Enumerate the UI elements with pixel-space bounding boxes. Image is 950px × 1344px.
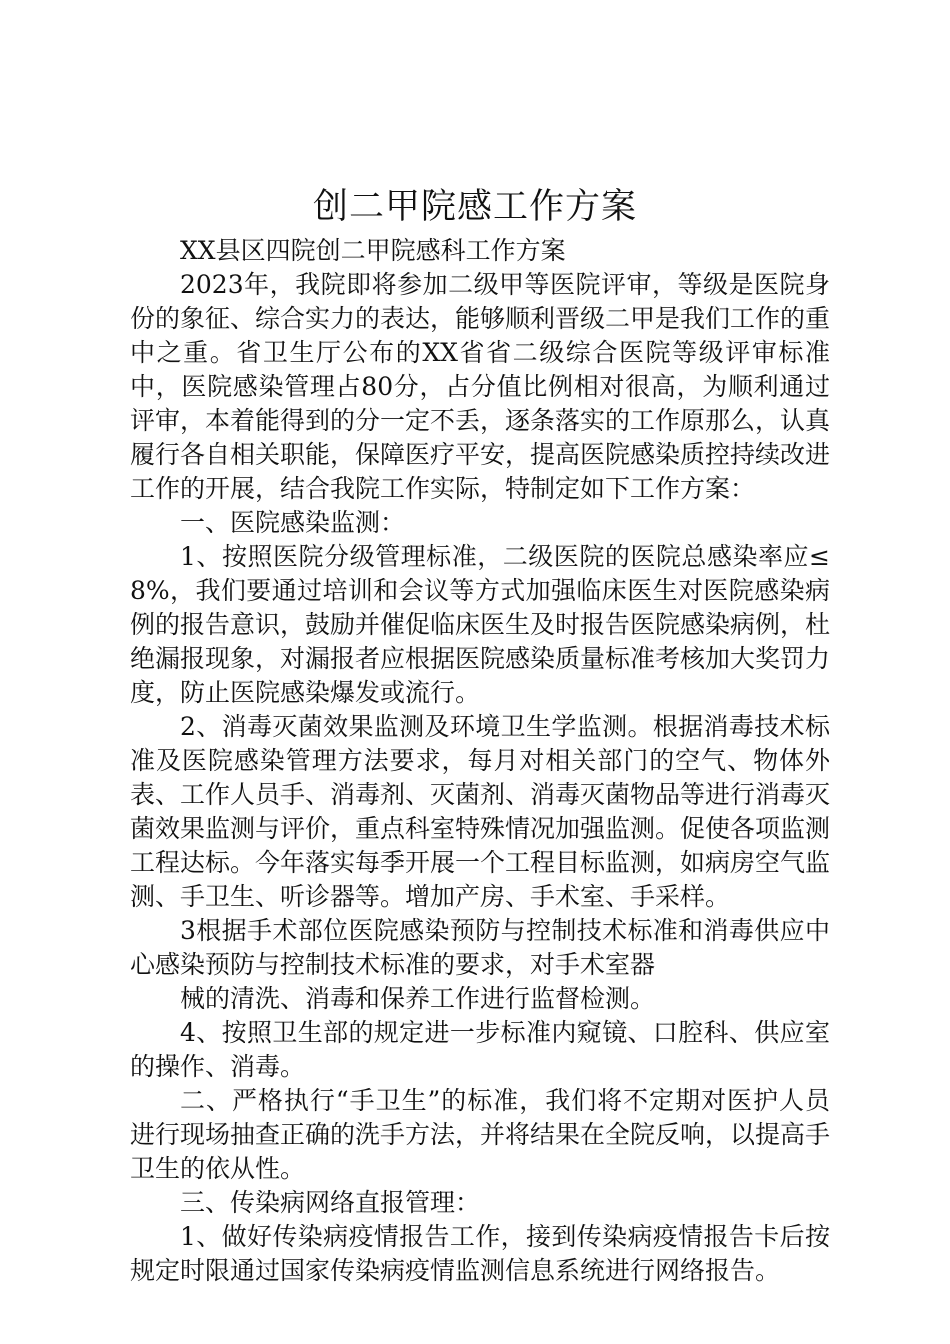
paragraph: 1、按照医院分级管理标准，二级医院的医院总感染率应≤8%，我们要通过培训和会议等方式加强临床医生对医院感染病例的报告意识，鼓励并催促临床医生及时报告医院感染病例，杜绝漏报现象，对漏报者应根据医院感染质量标准考核加大奖罚力度，防止医院感染爆发或流行。: [130, 542, 831, 707]
subtitle-paragraph: XX县区四院创二甲院感科工作方案: [180, 236, 566, 265]
paragraph: 2、消毒灭菌效果监测及环境卫生学监测。根据消毒技术标准及医院感染管理方法要求，每月对相关部门的空气、物体外表、工作人员手、消毒剂、灭菌剂、消毒灭菌物品等进行消毒灭菌效果监测与评价，重点科室特殊情况加强监测。促使各项监测工程达标。今年落实每季开展一个工程目标监测，如病房空气监测、手卫生、听诊器等。增加产房、手术室、手采样。: [130, 712, 831, 911]
paragraph: 1、做好传染病疫情报告工作，接到传染病疫情报告卡后按规定时限通过国家传染病疫情监测信息系统进行网络报告。: [130, 1222, 830, 1285]
document-body: [130, 234, 830, 1288]
section-heading-2: 二、严格执行“手卫生”的标准，我们将不定期对医护人员进行现场抽查正确的洗手方法，并将结果在全院反响，以提高手卫生的依从性。: [130, 1086, 831, 1183]
paragraph: 械的清洗、消毒和保养工作进行监督检测。: [180, 984, 656, 1013]
paragraph: 3根据手术部位医院感染预防与控制技术标准和消毒供应中心感染预防与控制技术标准的要求，对手术室器: [130, 916, 830, 979]
intro-paragraph: 2023年，我院即将参加二级甲等医院评审，等级是医院身份的象征、综合实力的表达，能够顺利晋级二甲是我们工作的重中之重。省卫生厅公布的XX省省二级综合医院等级评审标准中，医院感染管理占80分，占分值比例相对很高，为顺利通过评审，本着能得到的分一定不丢，逐条落实的工作原那么，认真履行各自相关职能，保障医疗平安，提高医院感染质控持续改进工作的开展，结合我院工作实际，特制定如下工作方案：: [130, 270, 831, 503]
section-heading-3: 三、传染病网络直报管理：: [180, 1188, 481, 1217]
paragraph: 4、按照卫生部的规定进一步标准内窥镜、口腔科、供应室的操作、消毒。: [130, 1018, 830, 1081]
section-heading-1: 一、医院感染监测：: [180, 508, 406, 537]
document-title: 创二甲院感工作方案: [312, 187, 637, 227]
